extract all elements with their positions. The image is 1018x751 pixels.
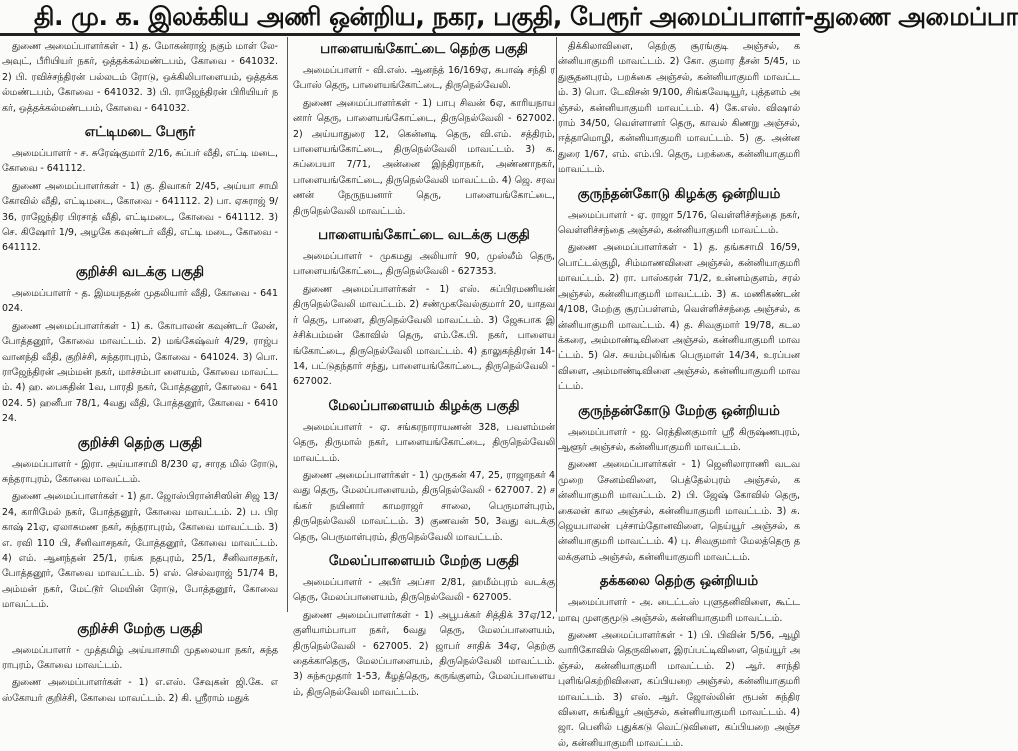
paragraph: அமைப்பாளர் - ச. சுரேஷ்குமார் 2/16, சுப்பர் வீதி, எட்டி மடை, கோவை - 641112. bbox=[2, 148, 278, 175]
paragraph: அமைப்பாளர் - வி.எஸ். ஆனந்த் 16/169ஏ, சுபாஷ் சந்தி ரபோஸ் தெரு, பாளையங்கோட்டை, திருநெல்வேலி. bbox=[293, 65, 555, 92]
paragraph: துணை அமைப்பாளர்கள் - 1) த. மோகன்ராஜ் நகும் மாள் லே-அவுட், பீரியியர் நகர், ஒத்தக்கல்மண்டபம், கோவை - 641032. 2) பி. ரவிச்சந்திரன் பல்லடம் ரோடு, ஒக்கிலிபாளையம், ஒத்தக்கல்மண்டபம், கோவை - 641032. 3) பி. ராஜேந்திரன் பிரியியர் நகர், ஒத்தக்கல்மண்டபம், கோவை - 641032. bbox=[2, 41, 278, 114]
paragraph: அமைப்பாளர் - ஏ. சங்கரநாராயணன் 328, பவளம்மன் தெரு, திருமால் நகர், பாளையங்கோட்டை, திருநெல்வேலி மாவட்டம். bbox=[293, 421, 555, 464]
paragraph: அமைப்பாளர் - ஜ. ரெத்தினகுமார் ஸ்ரீ கிருஷ்ணபுரம், ஆளூர் அஞ்சல், கன்னியாகுமரி மாவட்டம். bbox=[558, 426, 800, 453]
section-heading: குருந்தன்கோடு மேற்கு ஒன்றியம் bbox=[578, 402, 780, 419]
paragraph: அமைப்பாளர் - முகமது அலியார் 90, முஸ்லீம் தெரு, பாளையங்கோட்டை, திருநெல்வேலி - 627353. bbox=[293, 251, 555, 278]
headline-rule bbox=[0, 33, 800, 36]
paragraph: அமைப்பாளர் - அபீர் அப்சா 2/81, ஹமீம்புரம் வடக்கு தெரு, மேலப்பாளையம், திருநெல்வேலி - 627005. bbox=[293, 576, 555, 604]
column-1 bbox=[2, 37, 278, 704]
paragraph: அமைப்பாளர் - ஏ. ராஜா 5/176, வெள்ளிச்சந்தை நகர், வெள்ளிச்சந்தை அஞ்சல், கன்னியாகுமரி மாவட்டம். bbox=[558, 209, 800, 237]
section-heading: மேலப்பாளையம் மேற்கு பகுதி bbox=[328, 552, 520, 569]
paragraph: துணை அமைப்பாளர்கள் - 1) பாபு சிவன் 6ஏ, காரியநாயனார் தெரு, பாளையங்கோட்டை, திருநெல்வேலி - 627002. 2) அய்யாதுரை 12, கென்னடி தெரு, வி.எம். சத்திரம், பாளையங்கோட்டை, திருநெல்வேலி மாவட்டம். 3) க. சுப்பையா 7/71, அன்னை இந்திராநகர், அண்ணாநகர், பாளையங்கோட்டை, திருநெல்வேலி மாவட்டம். 4) ஜெ. சரவணன் நேருநயனார் தெரு, பாளையங்கோட்டை, திருநெல்வேலி மாவட்டம். bbox=[293, 97, 555, 217]
paragraph: துணை அமைப்பாளர்கள் - 1) கு. திவாகர் 2/45, அய்யா சாமி கோவில் வீதி, எட்டிமடை, கோவை - 641112. 2) பா. ஏசுராஜ் 9/36, ராஜேந்திர பிரசாத் வீதி, எட்டிமடை, கோவை - 641112. 3) செ. கிஷோர் 1/9, அழகே கவுண்டர் வீதி, எட்டி மடை, கோவை - 641112. bbox=[2, 180, 278, 254]
column-3 bbox=[558, 37, 800, 749]
paragraph: துணை அமைப்பாளர்கள் - 1) ஜெனிலாராணி வடவ முறை சேனம்விளை, பெத்தேல்புரம் அஞ்சல், கன்னியாகுமரி மாவட்டம். 2) பி. ஜேஷ் கோவில் தெரு, கைலன் கால அஞ்சல், கன்னியாகுமரி மாவட்டம். 3) சு. ஜெயபாலன் புச்சாம்தோனவிளை, நெய்யூர் அஞ்சல், கன்னியாகுமரி மாவட்டம். 4) பு. சிவகுமார் மேலத்தெரு தலக்குளம் அஞ்சல், கன்னியாகுமரி மாவட்டம். bbox=[558, 459, 800, 563]
section-heading: குறிச்சி மேற்கு பகுதி bbox=[77, 620, 203, 637]
paragraph: அமைப்பாளர் - த. இமயநதன் முதலியார் வீதி, கோவை - 641024. bbox=[2, 287, 278, 315]
section-heading: மேலப்பாளையம் கிழக்கு பகுதி bbox=[328, 397, 520, 414]
section-heading: பாளையங்கோட்டை தெற்கு பகுதி bbox=[320, 41, 528, 57]
paragraph: அமைப்பாளர் - அ. டைட்டஸ் புளுதனிவிளை, கூட்டமாவு முளகுமூடு அஞ்சல், கன்னியாகுமரி மாவட்டம். bbox=[558, 597, 800, 624]
paragraph: துணை அமைப்பாளர்கள் - 1) முருகன் 47, 25, ராஜாநகர் 4வது தெரு, மேலப்பாளையம், திருநெல்வேலி - 627007. 2) சங்கர் நயினார் காமராஜர் சாலை, பெருமாள்புரம், திருநெல்வேலி மாவட்டம். 3) குணவன் 50, 3வது வடக்கு தெரு, பெருமாள்புரம், திருநெல்வேலி மாவட்டம். bbox=[293, 469, 555, 543]
section-heading: குருந்தன்கோடு கிழக்கு ஒன்றியம் bbox=[577, 185, 781, 202]
section-heading: தக்கலை தெற்கு ஒன்றியம் bbox=[599, 573, 759, 590]
page-headline: தி. மு. க. இலக்கிய அணி ஒன்றிய, நகர, பகுதி, பேரூர் அமைப்பாளர்-துணை அமைப்பா bbox=[34, 2, 1018, 31]
column-divider-1 bbox=[287, 37, 288, 612]
column-2 bbox=[293, 37, 555, 698]
paragraph: துணை அமைப்பாளர்கள் - 1) க. கோபாலன் கவுண்டர் லேன், போத்தனூர், கோவை மாவட்டம். 2) மங்கேஷ்வர் 4/29, ராஜ்பவானந்தி வீதி, குறிச்சி, சுந்தராபுரம், கோவை - 641024. 3) பொ. ராஜேந்திரன் அம்மன் நகர், மாச்சம்பா ளையம், கோவை மாவட்டம். 4) ஹ. பைசுதின் 1வ, பாரதி நகர், போத்தனூர், கோவை - 641024. 5) ஹனீபா 78/1, 4வது வீதி, போத்தனூர், கோவை - 641024. bbox=[2, 320, 278, 425]
paragraph: துணை அமைப்பாளர்கள் - 1) த. தங்கசாமி 16/59, பொட்டல்குழி, சிம்மாணவிளை அஞ்சல், கன்னியாகுமரி மாவட்டம். 2) ரா. பாஸ்கரன் 71/2, உன்னம்குளம், சரல் அஞ்சல், கன்னியாகுமரி மாவட்டம். 3) க. மணிகண்டன் 4/108, மேற்கு சூரப்பள்ளம், வெள்ளிச்சந்தை அஞ்சல், கன்னியாகுமரி மாவட்டம். 4) த. சிவகுமார் 19/78, கடலக்கரை, அம்மாண்டிவிளை அஞ்சல், கன்னியாகுமரி மாவட்டம். 5) செ. சுயம்புலிங்க பெருமாள் 14/34, உரப்பனவிளை, அம்மாண்டிவிளை அஞ்சல், கன்னியாகுமரி மாவட்டம். bbox=[558, 242, 800, 393]
paragraph: திக்கிலாவிளை, தெற்கு சூரங்குடி அஞ்சல், கன்னியாகுமரி மாவட்டம். 2) கோ. குமார தீசன் 5/45, மதுசூதனபுரம், பறக்கை அஞ்சல், கன்னியாகுமரி மாவட்டம். 3) பொ. டேவிசன் 9/100, சிங்கவேடியூர், புத்தளம் அஞ்சல், கன்னியாகுமரி மாவட்டம். 4) கே.எஸ். விஷால் ராம் 34/50, வெள்ளாளர் தெரு, காவல் கிணறு அஞ்சல், ஈத்தாமொழி, கன்னியாகுமரி மாவட்டம். 5) கு. அன்னதுரை 1/67, எம். எம்.பி. தெரு, பறக்கை, கன்னியாகுமரி மாவட்டம். bbox=[558, 41, 800, 176]
column-divider-2 bbox=[556, 37, 557, 612]
paragraph: அமைப்பாளர் - இரா. அய்யாசாமி 8/230 ஏ, சாரத மில் ரோடு, சுந்தராபுரம், கோவை மாவட்டம். bbox=[2, 458, 278, 485]
paragraph: துணை அமைப்பாளர்கள் - 1) தா. ஜோஸ்பிரான்சிஸின் சிஜ 13/24, காரிமேல் நகர், போத்தனூர், கோவை மாவட்டம். 2) ப. பிரகாஷ் 21ஏ, ஏலாசுமண நகர், சுந்தராபுரம், கோவை மாவட்டம். 3) எ. ரவி 110 பி, சீனிவாசநகர், போத்தனூர், கோவை மாவட்டம். 4) எம். ஆனந்தன் 25/1, ரங்க நதபுரம், 25/1, சீனிவாசநகர், போத்தனூர், கோவை மாவட்டம். 5) எல். செல்வராஜ் 51/74 B, அம்மன் நகர், மேட்டூர் மெயின் ரோடு, போத்தனூர், கோவை மாவட்டம். bbox=[2, 491, 278, 611]
section-heading: எட்டிமடை பேரூர் bbox=[84, 124, 196, 141]
paragraph: துணை அமைப்பாளர்கள் - 1) பி. பிவின் 5/56, ஆழி வாரிகோவில் தெருவிளை, இரப்பட்டிவிளை, நெய்யூர் அஞ்சல், கன்னியாகுமரி மாவட்டம். 2) ஆர். சாந்தி புளிங்கெற்றிவிளை, கப்பியறை அஞ்சல், கன்னியாகுமரி மாவட்டம். 3) எஸ். ஆர். ஜோஸ்லின் ரூபன் சுந்திரவிளை, சுங்கியூர் அஞ்சல், கன்னியாகுமரி மாவட்டம். 4) ஜா. பெனில் புதுக்கடு வெட்டுவிளை, கப்பியறை அஞ்சல், கன்னியாகுமரி மாவட்டம். bbox=[558, 630, 800, 749]
section-heading: குறிச்சி தெற்கு பகுதி bbox=[77, 434, 203, 451]
paragraph: அமைப்பாளர் - முத்தமிழ் அய்யாசாமி முதலையா நகர், சுந்தராபுரம், கோவை மாவட்டம். bbox=[2, 644, 278, 671]
section-heading: பாளையங்கோட்டை வடக்கு பகுதி bbox=[318, 227, 530, 244]
paragraph: துணை அமைப்பாளர்கள் - 1) எ.எஸ். சேவுகன் ஜி.கே. எஸ்கோயர் குறிச்சி, கோவை மாவட்டம். 2) கி. ஸ்ரீராம் மதுக் bbox=[2, 677, 278, 704]
paragraph: துணை அமைப்பாளர்கள் - 1) அபூபக்கர் சித்திக் 37ஏ/12, குளியாம்பாபா நகர், 6வது தெரு, மேலப்பாளையம், திருநெல்வேலி - 627005. 2) ஜாபர் சாதிக் 34ஏ, தெற்கு தைக்காதெரு, மேலப்பாளையம், திருநெல்வேலி மாவட்டம். 3) சுந்சுமுதார் 1-53, கீழத்தெரு, கருங்குளம், மேலப்பாளையம், திருநெல்வேலி மாவட்டம். bbox=[293, 609, 555, 698]
paragraph: துணை அமைப்பாளர்கள் - 1) எஸ். சுப்பிரமணியன் திருநெல்வேலி மாவட்டம். 2) சண்முகவேல்குமார் 20, யாதவர் தெரு, பாளை, திருநெல்வேலி மாவட்டம். 3) ஜேசுபாக இச்சிக்பம்மன் கோவில் தெரு, எம்.கே.பி. நகர், பாளையங்கோட்டை, திருநெல்வேலி மாவட்டம். 4) தாலுகந்திரன் 14-14, பட்டுதந்தார் சந்து, பாளையங்கோட்டை, திருநெல்வேலி - 627002. bbox=[293, 283, 555, 388]
section-heading: குறிச்சி வடக்கு பகுதி bbox=[75, 263, 205, 280]
